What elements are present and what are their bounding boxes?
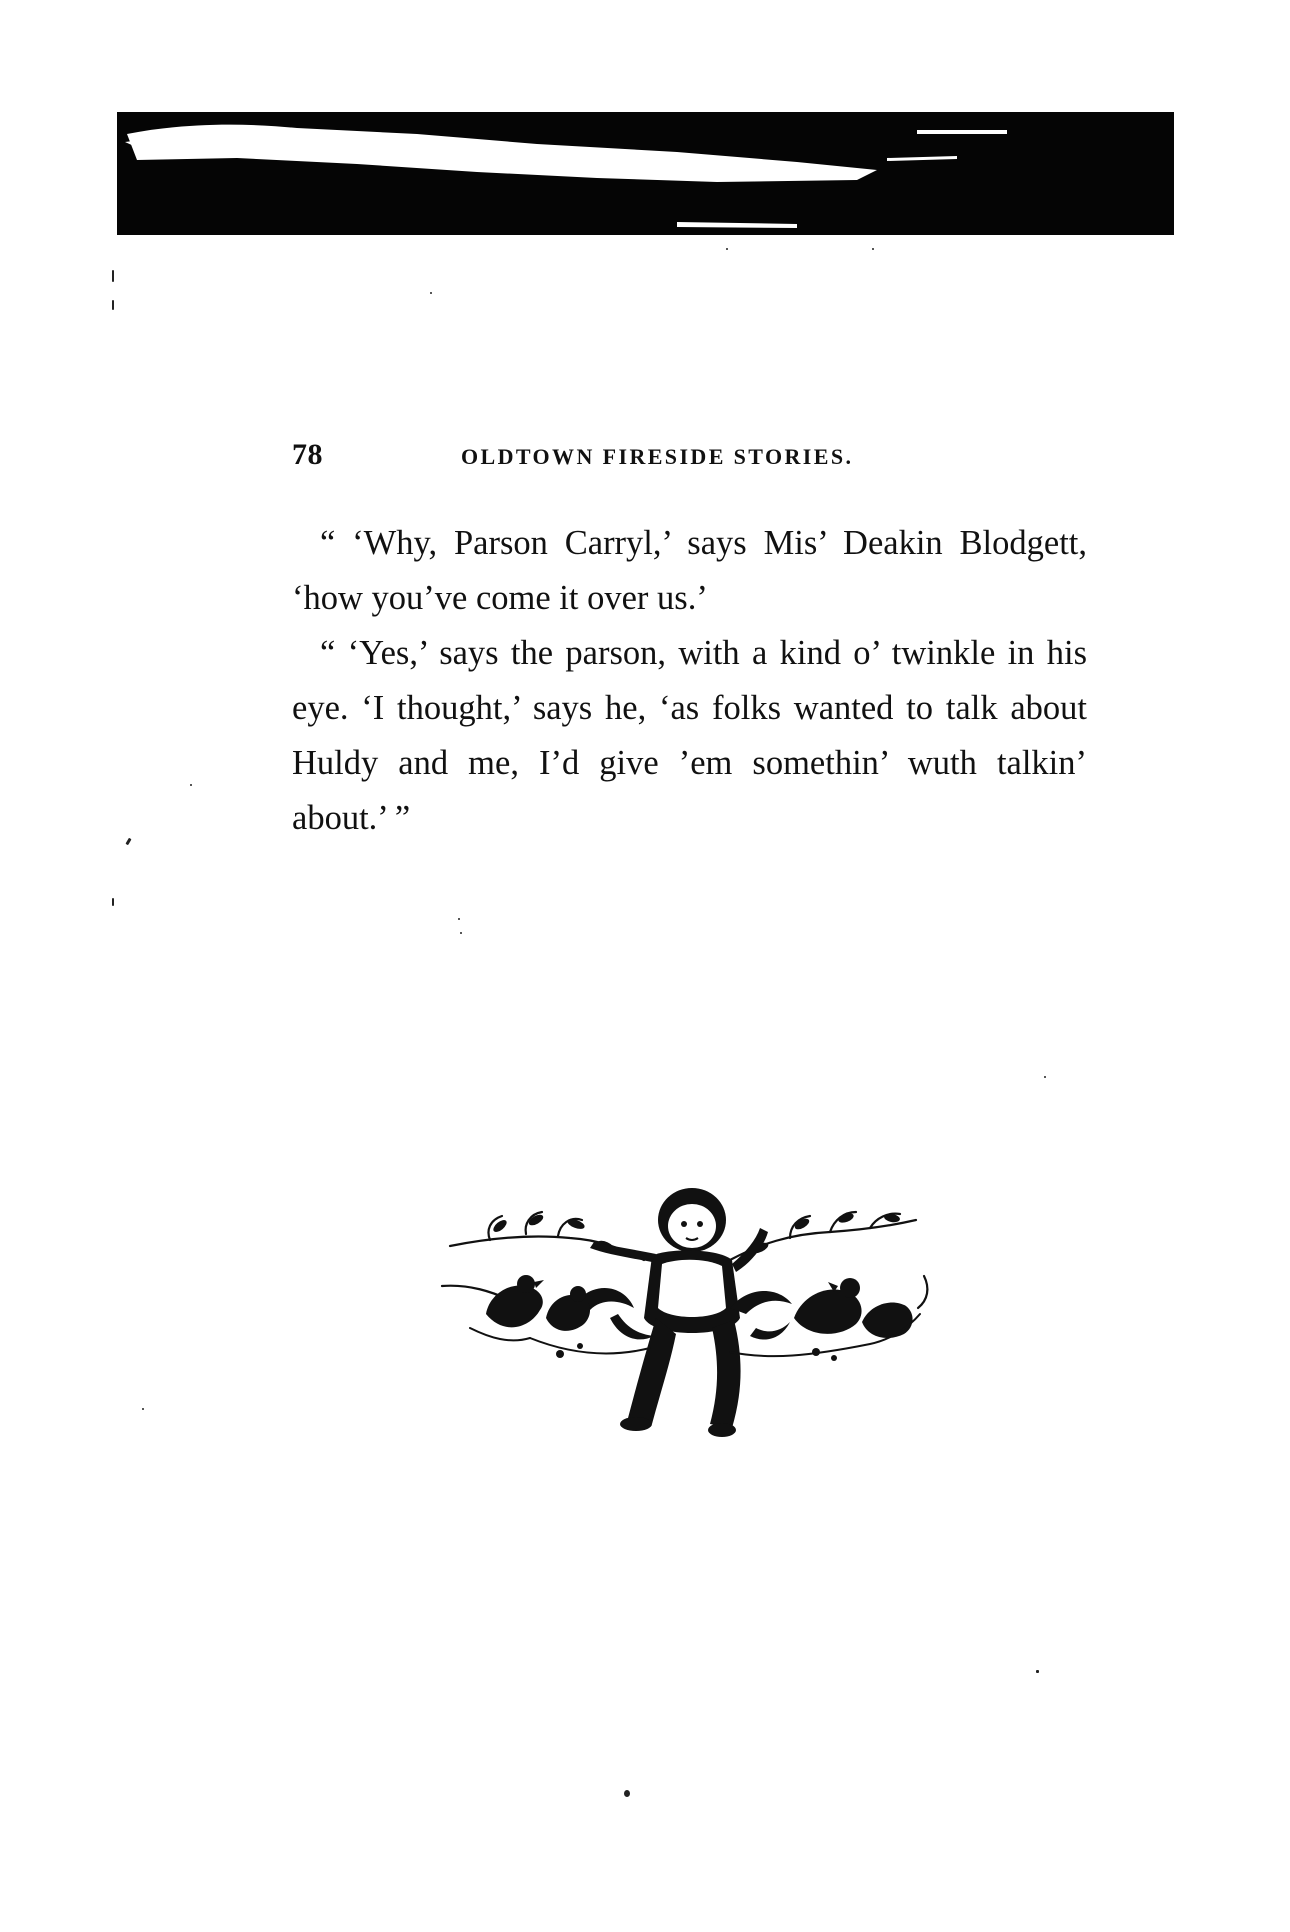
scan-speck	[1044, 1076, 1046, 1078]
running-title: OLDTOWN FIRESIDE STORIES.	[461, 444, 854, 469]
scan-speck	[125, 838, 131, 846]
page-number: 78	[292, 438, 323, 471]
scan-speck	[872, 248, 874, 250]
scan-speck	[112, 270, 114, 282]
scan-speck	[726, 248, 728, 250]
scan-speck	[190, 784, 192, 786]
scan-speck	[112, 300, 114, 310]
cherub-with-birds-vignette-icon	[430, 1168, 950, 1458]
scan-speck	[142, 1408, 144, 1410]
paragraph: “ ‘Yes,’ says the parson, with a kind o’ twinkle in his eye. ‘I thought,’ says he, ‘as folks wanted to talk about Huldy and me, I’d give ’em somethin’ wuth talkin’ about.’ ”	[292, 634, 1087, 837]
scan-artifact-bar	[117, 112, 1174, 235]
paragraph: “ ‘Why, Parson Carryl,’ says Mis’ Deakin Blodgett, ‘how you’ve come it over us.’	[292, 524, 1087, 617]
scan-speck	[458, 918, 460, 920]
scan-speck	[460, 932, 462, 934]
running-head	[292, 438, 925, 478]
body-text	[292, 516, 1087, 846]
scan-speck	[1036, 1670, 1039, 1673]
scan-speck	[624, 1790, 630, 1797]
scan-speck	[112, 898, 114, 906]
scan-speck	[430, 292, 432, 294]
